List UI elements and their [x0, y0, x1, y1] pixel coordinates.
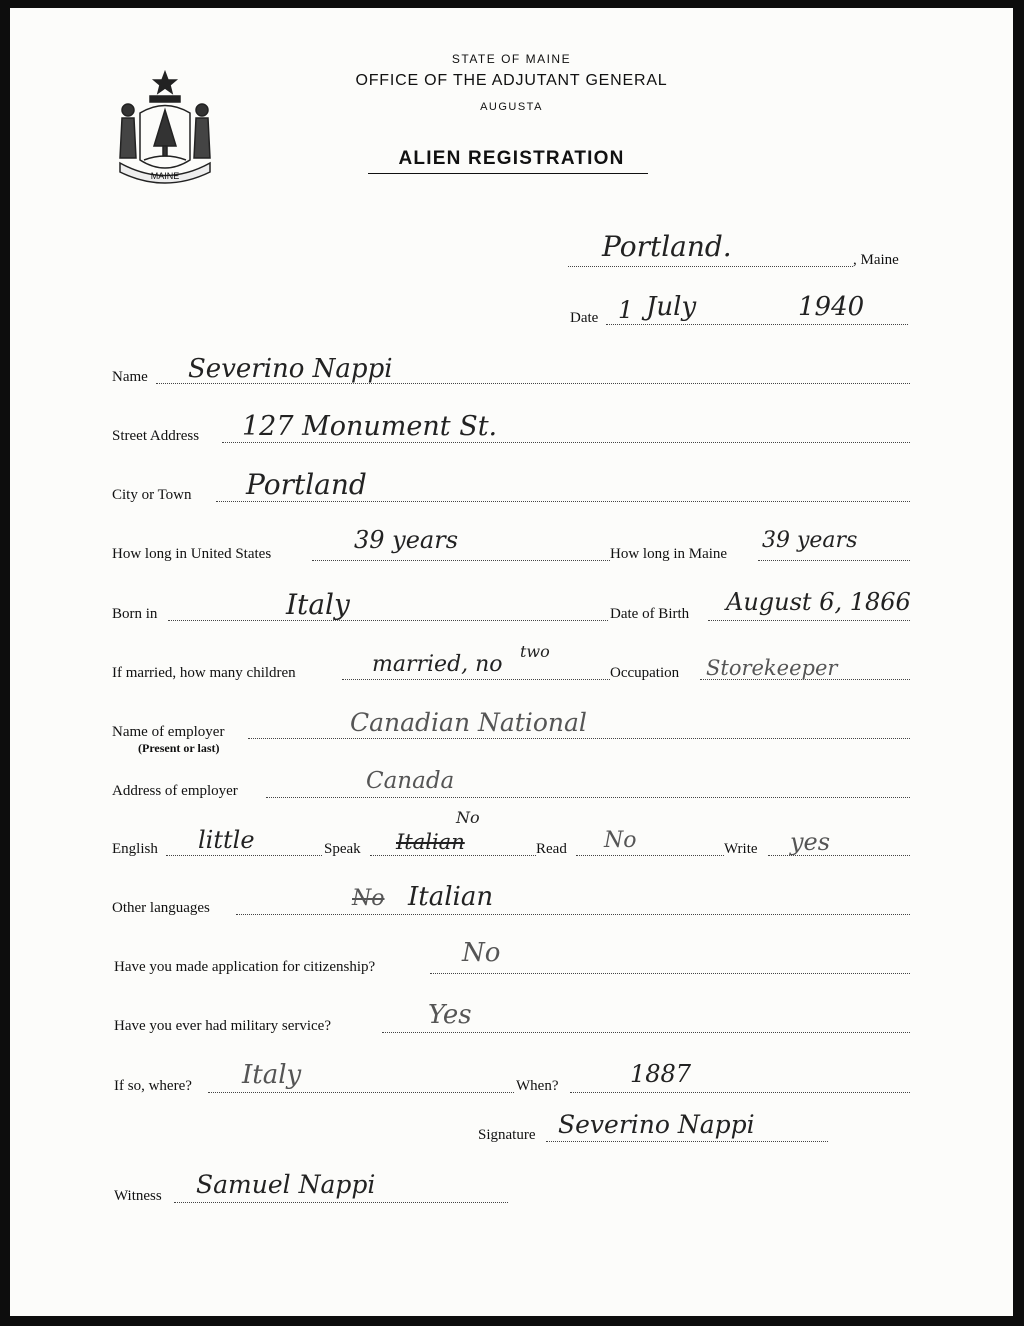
english-value: little — [198, 826, 255, 854]
how-long-maine-label: How long in Maine — [610, 546, 728, 562]
where-line — [208, 1092, 514, 1093]
when-value: 1887 — [630, 1060, 692, 1088]
how-long-us-line — [312, 560, 610, 561]
military-value: Yes — [428, 1000, 472, 1030]
how-long-maine-value: 39 years — [762, 528, 858, 553]
employer-name-line — [248, 738, 910, 739]
born-in-line — [168, 620, 608, 621]
children-line — [342, 679, 610, 680]
witness-label: Witness — [114, 1188, 162, 1204]
military-line — [382, 1032, 910, 1033]
witness-line — [174, 1202, 508, 1203]
english-label: English — [112, 841, 158, 857]
speak-correction-value: No — [456, 808, 480, 827]
dob-value: August 6, 1866 — [726, 588, 911, 616]
write-label: Write — [724, 841, 758, 857]
other-languages-struck-value: No — [352, 886, 385, 911]
maine-suffix-label: , Maine — [853, 252, 899, 268]
occupation-value: Storekeeper — [706, 656, 838, 680]
employer-address-label: Address of employer — [112, 783, 238, 799]
date-label: Date — [570, 310, 599, 326]
date-line — [606, 324, 908, 325]
city-line — [216, 501, 910, 502]
citizenship-line — [430, 973, 910, 974]
street-line — [222, 442, 910, 443]
signature-line — [546, 1141, 828, 1142]
speak-line — [370, 855, 536, 856]
city-value: Portland — [246, 468, 367, 501]
header-office: OFFICE OF THE ADJUTANT GENERAL — [355, 72, 668, 89]
how-long-us-label: How long in United States — [112, 546, 272, 562]
born-in-label: Born in — [112, 606, 158, 622]
other-languages-line — [236, 914, 910, 915]
speak-struck-value: Italian — [396, 830, 465, 854]
header-city: AUGUSTA — [480, 101, 543, 113]
other-languages-value: Italian — [408, 882, 494, 912]
title-underline — [368, 173, 648, 174]
street-label: Street Address — [112, 428, 200, 444]
city-label: City or Town — [112, 487, 192, 503]
english-line — [166, 855, 322, 856]
children-value: married, no — [372, 652, 503, 677]
children-label: If married, how many children — [112, 665, 296, 681]
place-value: Portland. — [602, 230, 732, 263]
read-value: No — [604, 828, 637, 853]
form-title: ALIEN REGISTRATION — [398, 148, 625, 169]
how-long-us-value: 39 years — [354, 526, 459, 554]
signature-label: Signature — [478, 1127, 536, 1143]
where-label: If so, where? — [114, 1078, 192, 1094]
seal-ribbon-text: MAINE — [150, 171, 180, 181]
born-in-value: Italy — [286, 588, 350, 621]
military-label: Have you ever had military service? — [114, 1018, 331, 1034]
employer-name-sublabel: (Present or last) — [138, 741, 220, 755]
speak-label: Speak — [324, 841, 361, 857]
witness-value: Samuel Nappi — [196, 1170, 376, 1199]
employer-name-value: Canadian National — [350, 708, 587, 737]
signature-value: Severino Nappi — [558, 1110, 755, 1139]
employer-address-line — [266, 797, 910, 798]
date-month-value: July — [646, 292, 697, 322]
dob-line — [708, 620, 910, 621]
when-label: When? — [516, 1078, 559, 1094]
write-value: yes — [790, 828, 831, 856]
read-line — [576, 855, 724, 856]
when-line — [570, 1092, 910, 1093]
employer-name-label: Name of employer — [112, 724, 225, 740]
registration-form — [10, 8, 1013, 1316]
where-value: Italy — [242, 1060, 302, 1090]
date-day-value: 1 — [618, 296, 634, 324]
citizenship-label: Have you made application for citizenship? — [114, 959, 376, 975]
street-value: 127 Monument St. — [242, 411, 498, 442]
employer-address-value: Canada — [366, 768, 455, 794]
date-year-value: 1940 — [798, 292, 865, 322]
citizenship-value: No — [462, 938, 501, 968]
how-long-maine-line — [758, 560, 910, 561]
name-value: Severino Nappi — [188, 354, 393, 384]
dob-label: Date of Birth — [610, 606, 690, 622]
name-label: Name — [112, 369, 148, 385]
children-correction-value: two — [520, 642, 550, 661]
read-label: Read — [536, 841, 567, 857]
other-languages-label: Other languages — [112, 900, 210, 916]
place-line — [568, 266, 853, 267]
occupation-label: Occupation — [610, 665, 680, 681]
header-state: STATE OF MAINE — [451, 52, 572, 66]
